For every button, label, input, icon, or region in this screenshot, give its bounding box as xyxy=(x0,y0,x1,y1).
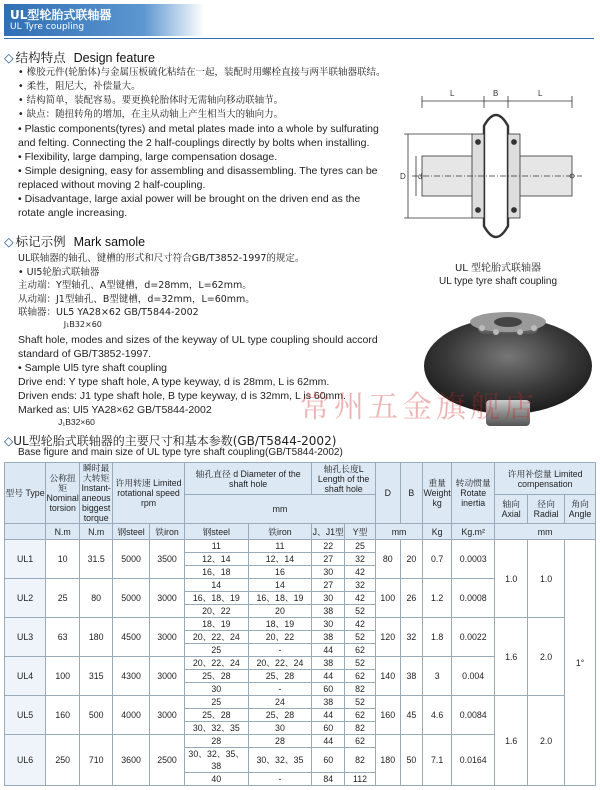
cell-d-steel: 30 xyxy=(184,683,248,696)
cell-l-y: 62 xyxy=(345,644,376,657)
cell-d-steel: 28 xyxy=(184,735,248,748)
dim-label-l-right: L xyxy=(538,89,543,98)
mark-sample-heading: ◇ 标记示例 Mark samole xyxy=(4,234,146,249)
cell-speed-iron: 3000 xyxy=(150,657,185,696)
mark-en-1: Shaft hole, modes and sizes of the keyway of UL type coupling should accord standard of GB/T3852-1997. xyxy=(18,334,378,360)
th-weight: 重量 Weight kg xyxy=(423,463,452,524)
cell-l-j: 30 xyxy=(312,566,345,579)
cell-weight: 3 xyxy=(423,657,452,696)
cell-l-j: 44 xyxy=(312,670,345,683)
cell-type: UL3 xyxy=(5,618,46,657)
cell-d-iron: 30 xyxy=(248,722,312,735)
cell-axial: 1.6 xyxy=(495,618,528,696)
cell-d-steel: 30、32、35 xyxy=(184,722,248,735)
cell-l-j: 60 xyxy=(312,722,345,735)
design-feature-heading: ◇ 结构特点 Design feature xyxy=(4,50,155,65)
cell-weight: 7.1 xyxy=(423,735,452,786)
cell-d-steel: 12、14 xyxy=(184,553,248,566)
cell-l-j: 60 xyxy=(312,748,345,773)
cell-d-iron: - xyxy=(248,644,312,657)
table-row xyxy=(5,696,596,709)
cell-torque: 25 xyxy=(46,579,80,618)
cell-d-steel: 25、28 xyxy=(184,670,248,683)
cell-max-torque: 80 xyxy=(80,579,113,618)
cell-angle: 1° xyxy=(565,540,596,786)
cell-d-steel: 30、32、35、38 xyxy=(184,748,248,773)
cell-l-j: 22 xyxy=(312,540,345,553)
cell-d-iron: 28 xyxy=(248,735,312,748)
cell-l-y: 82 xyxy=(345,683,376,696)
th-d: D xyxy=(375,463,400,524)
cell-axial: 1.6 xyxy=(495,696,528,786)
design-feature-list xyxy=(18,66,388,220)
cell-speed-steel: 5000 xyxy=(113,540,150,579)
cell-weight: 1.8 xyxy=(423,618,452,657)
th-b: B xyxy=(400,463,423,524)
th-unit-iron2: 铁iron xyxy=(248,524,312,540)
cell-d-steel: 18、19 xyxy=(184,618,248,631)
cell-l-j: 44 xyxy=(312,709,345,722)
feature-en-2: • Flexibility, large damping, large compensation dosage. xyxy=(18,151,278,163)
cell-l-y: 62 xyxy=(345,735,376,748)
th-type: 型号 Type xyxy=(5,463,46,524)
cell-l-j: 44 xyxy=(312,644,345,657)
cell-radial: 2.0 xyxy=(528,696,565,786)
mark-cn-6: J₁B32×60 xyxy=(18,319,102,329)
cell-max-torque: 31.5 xyxy=(80,540,113,579)
cell-d-steel: 20、22 xyxy=(184,605,248,618)
cell-d-steel: 16、18 xyxy=(184,566,248,579)
mark-en-2: • Sample Ul5 tyre shaft coupling xyxy=(18,362,167,374)
feature-cn-3: • 结构简单，装配容易。要更换轮胎体时无需轴向移动联轴节。 xyxy=(18,95,284,106)
cell-d-steel: 16、18、19 xyxy=(184,592,248,605)
cell-d-iron: - xyxy=(248,773,312,786)
cell-speed-steel: 5000 xyxy=(113,579,150,618)
th-unit-steel2: 钢steel xyxy=(184,524,248,540)
cell-d-iron: 16、18、19 xyxy=(248,592,312,605)
table-heading: ◇UL型轮胎式联轴器的主要尺寸和基本参数(GB/T5844-2002) xyxy=(4,434,337,448)
cell-l-j: 30 xyxy=(312,592,345,605)
cell-d-iron: 20 xyxy=(248,605,312,618)
cell-inertia: 0.0084 xyxy=(452,696,495,735)
th-mm: mm xyxy=(184,495,375,524)
cell-l-y: 52 xyxy=(345,631,376,644)
cell-d-steel: 25 xyxy=(184,696,248,709)
mark-cn-2: • UI5轮胎式联轴器 xyxy=(18,266,100,278)
cell-d-iron: 25、28 xyxy=(248,709,312,722)
cell-max-torque: 315 xyxy=(80,657,113,696)
th-unit-mm: mm xyxy=(375,524,422,540)
cell-inertia: 0.0164 xyxy=(452,735,495,786)
cell-l-y: 42 xyxy=(345,592,376,605)
cell-l-j: 27 xyxy=(312,553,345,566)
dim-label-l-left: L xyxy=(450,89,455,98)
cell-weight: 0.7 xyxy=(423,540,452,579)
figure-caption xyxy=(398,262,598,288)
cell-type: UL6 xyxy=(5,735,46,786)
th-instant: 瞬时最大转矩 Instant-aneous biggest torque xyxy=(81,463,111,523)
cell-outer-d: 100 xyxy=(375,579,400,618)
figure-caption-en: UL type tyre shaft coupling xyxy=(438,276,558,287)
cell-l-y: 112 xyxy=(345,773,376,786)
mark-cn-1: UL联轴器的轴孔、键槽的形式和尺寸符合GB/T3852-1997的规定。 xyxy=(18,253,305,264)
figure-caption-cn: UL 型轮胎式联轴器 xyxy=(454,263,542,274)
th-unit-steel1: 钢steel xyxy=(113,524,150,540)
cell-l-y: 52 xyxy=(345,605,376,618)
cell-torque: 160 xyxy=(46,696,80,735)
cell-d-iron: 25、28 xyxy=(248,670,312,683)
cell-l-y: 25 xyxy=(345,540,376,553)
th-compensation: 许用补偿量 Limited compensation xyxy=(495,463,596,495)
cell-l-j: 38 xyxy=(312,605,345,618)
cell-speed-iron: 3000 xyxy=(150,618,185,657)
cell-torque: 63 xyxy=(46,618,80,657)
cell-l-j: 38 xyxy=(312,657,345,670)
cell-l-y: 82 xyxy=(345,722,376,735)
cell-d-iron: 20、22、24 xyxy=(248,657,312,670)
table-row xyxy=(5,618,596,631)
cell-d-steel: 11 xyxy=(184,540,248,553)
cell-speed-iron: 3500 xyxy=(150,540,185,579)
cell-d-iron: 24 xyxy=(248,696,312,709)
cell-l-y: 42 xyxy=(345,566,376,579)
page-title: UL型轮胎式联轴器 xyxy=(10,8,112,22)
th-radial: 径向 Radial xyxy=(528,495,565,524)
cell-speed-steel: 4500 xyxy=(113,618,150,657)
cell-outer-d: 160 xyxy=(375,696,400,735)
th-inertia: 转动惯量 Rotate inertia xyxy=(452,463,495,524)
cell-l-j: 60 xyxy=(312,683,345,696)
cell-b: 26 xyxy=(400,579,423,618)
page-header xyxy=(0,0,600,40)
diamond-icon: ◇ xyxy=(4,234,14,249)
mark-en-4: Driven ends: J1 type shaft hole, B type keyway, d is 32mm, L is 60mm. xyxy=(18,390,346,402)
cell-b: 38 xyxy=(400,657,423,696)
cell-l-y: 82 xyxy=(345,748,376,773)
th-unit-j: J、J1型 xyxy=(312,524,345,540)
dim-label-d-outer: D xyxy=(400,172,406,181)
cell-d-steel: 20、22、24 xyxy=(184,657,248,670)
cell-speed-iron: 3000 xyxy=(150,696,185,735)
cell-radial: 1.0 xyxy=(528,540,565,618)
cell-d-steel: 25 xyxy=(184,644,248,657)
cell-type: UL5 xyxy=(5,696,46,735)
cell-torque: 10 xyxy=(46,540,80,579)
cell-speed-iron: 3000 xyxy=(150,579,185,618)
mark-cn-3: 主动端：Y型轴孔、A型键槽，d=28mm，L=62mm。 xyxy=(18,280,252,291)
feature-cn-1: • 橡胶元件(轮胎体)与金属压板硫化粘结在一起，装配时用螺栓直接与两半联轴器联结。 xyxy=(18,67,386,78)
cell-speed-steel: 4300 xyxy=(113,657,150,696)
cell-speed-steel: 3600 xyxy=(113,735,150,786)
mark-en-3: Drive end: Y type shaft hole, A type keyway, d is 28mm, L is 62mm. xyxy=(18,376,330,388)
cell-d-iron: 11 xyxy=(248,540,312,553)
cell-inertia: 0.0008 xyxy=(452,579,495,618)
diamond-icon: ◇ xyxy=(4,434,14,448)
cell-b: 45 xyxy=(400,696,423,735)
cell-l-j: 27 xyxy=(312,579,345,592)
mark-en-6: J₁B32×60 xyxy=(18,417,95,427)
cell-inertia: 0.0003 xyxy=(452,540,495,579)
cell-inertia: 0.0022 xyxy=(452,618,495,657)
cell-type: UL4 xyxy=(5,657,46,696)
cell-speed-steel: 4000 xyxy=(113,696,150,735)
feature-cn-2: • 柔性，阻尼大，补偿量大。 xyxy=(18,81,141,92)
cell-d-steel: 25、28 xyxy=(184,709,248,722)
cell-outer-d: 120 xyxy=(375,618,400,657)
cell-type: UL2 xyxy=(5,579,46,618)
cell-l-j: 44 xyxy=(312,735,345,748)
cell-max-torque: 710 xyxy=(80,735,113,786)
feature-en-1: • Plastic components(tyres) and metal plates made into a whole by sulfurating and felting. Connecting the 2 half-couplings directly by bolts when installing. xyxy=(18,123,379,149)
cell-weight: 1.2 xyxy=(423,579,452,618)
cell-weight: 4.6 xyxy=(423,696,452,735)
cell-max-torque: 500 xyxy=(80,696,113,735)
cell-axial: 1.0 xyxy=(495,540,528,618)
cell-l-y: 32 xyxy=(345,553,376,566)
cell-l-y: 62 xyxy=(345,670,376,683)
cell-d-steel: 40 xyxy=(184,773,248,786)
th-unit-mm2: mm xyxy=(495,524,596,540)
th-axial: 轴向 Axial xyxy=(495,495,528,524)
cell-speed-iron: 2500 xyxy=(150,735,185,786)
store-watermark: 常州五金旗舰店 xyxy=(300,390,538,425)
cell-outer-d: 80 xyxy=(375,540,400,579)
cell-d-iron: 18、19 xyxy=(248,618,312,631)
mark-cn-5: 联轴器：UL5 YA28×62 GB/T5844-2002 xyxy=(18,307,199,318)
cell-d-iron: 14 xyxy=(248,579,312,592)
cell-l-y: 32 xyxy=(345,579,376,592)
th-shaft-d: 轴孔直径 d Diameter of the shaft hole xyxy=(184,463,311,495)
page-subtitle: UL Tyre coupling xyxy=(10,22,85,32)
cell-inertia: 0.004 xyxy=(452,657,495,696)
coupling-drawing xyxy=(392,86,592,266)
cell-d-iron: 16 xyxy=(248,566,312,579)
cell-l-y: 52 xyxy=(345,657,376,670)
diamond-icon: ◇ xyxy=(4,50,14,65)
mark-cn-4: 从动端：J1型轴孔、B型键槽，d=32mm，L=60mm。 xyxy=(18,293,255,305)
feature-cn-4: • 缺点：随扭转角的增加，在主从动轴上产生相当大的轴向力。 xyxy=(18,109,284,120)
mark-en-5: Marked as: Ul5 YA28×62 GB/T5844-2002 xyxy=(18,404,212,416)
feature-en-3: • Simple designing, easy for assembling and disassembling. The tyres can be replaced without moving 2 half-coupling. xyxy=(18,165,378,191)
th-unit-iron1: 铁iron xyxy=(150,524,185,540)
cell-l-y: 42 xyxy=(345,618,376,631)
cell-d-iron: 30、32、35 xyxy=(248,748,312,773)
cell-d-iron: 12、14 xyxy=(248,553,312,566)
cell-l-j: 84 xyxy=(312,773,345,786)
cell-d-steel: 20、22、24 xyxy=(184,631,248,644)
spec-table xyxy=(4,462,596,786)
cell-l-j: 30 xyxy=(312,618,345,631)
th-unit-nm2: N.m xyxy=(80,524,113,540)
cell-l-j: 38 xyxy=(312,696,345,709)
cell-type: UL1 xyxy=(5,540,46,579)
cell-d-steel: 14 xyxy=(184,579,248,592)
cell-max-torque: 180 xyxy=(80,618,113,657)
cell-b: 50 xyxy=(400,735,423,786)
cell-torque: 250 xyxy=(46,735,80,786)
cell-d-iron: - xyxy=(248,683,312,696)
cell-b: 32 xyxy=(400,618,423,657)
feature-en-4: • Disadvantage, large axial power will be brought on the driven end as the rotate angle increasing. xyxy=(18,193,361,219)
mark-sample-cn xyxy=(18,252,418,330)
dim-label-d-inner: d xyxy=(418,172,423,181)
th-unit-kg: Kg xyxy=(423,524,452,540)
th-blank xyxy=(5,524,46,540)
header-divider xyxy=(4,38,594,39)
th-torsion: 公称扭矩 Nominal torsion xyxy=(46,463,80,524)
cell-l-j: 38 xyxy=(312,631,345,644)
cell-radial: 2.0 xyxy=(528,618,565,696)
th-speed: 许用转速 Limited rotational speed rpm xyxy=(113,463,185,524)
cell-l-y: 52 xyxy=(345,696,376,709)
th-angle: 角向 Angle xyxy=(565,495,596,524)
table-subheading: Base figure and main size of UL type tyre shaft coupling(GB/T5844-2002) xyxy=(18,447,343,458)
cell-outer-d: 140 xyxy=(375,657,400,696)
cell-torque: 100 xyxy=(46,657,80,696)
table-row xyxy=(5,540,596,553)
th-unit-y: Y型 xyxy=(345,524,376,540)
cell-l-y: 62 xyxy=(345,709,376,722)
th-unit-nm1: N.m xyxy=(46,524,80,540)
th-unit-kgm: Kg.m² xyxy=(452,524,495,540)
cell-d-iron: 20、22 xyxy=(248,631,312,644)
dim-label-b: B xyxy=(493,89,499,98)
cell-b: 20 xyxy=(400,540,423,579)
th-shaft-l: 轴孔长度L Length of the shaft hole xyxy=(312,463,376,495)
cell-outer-d: 180 xyxy=(375,735,400,786)
